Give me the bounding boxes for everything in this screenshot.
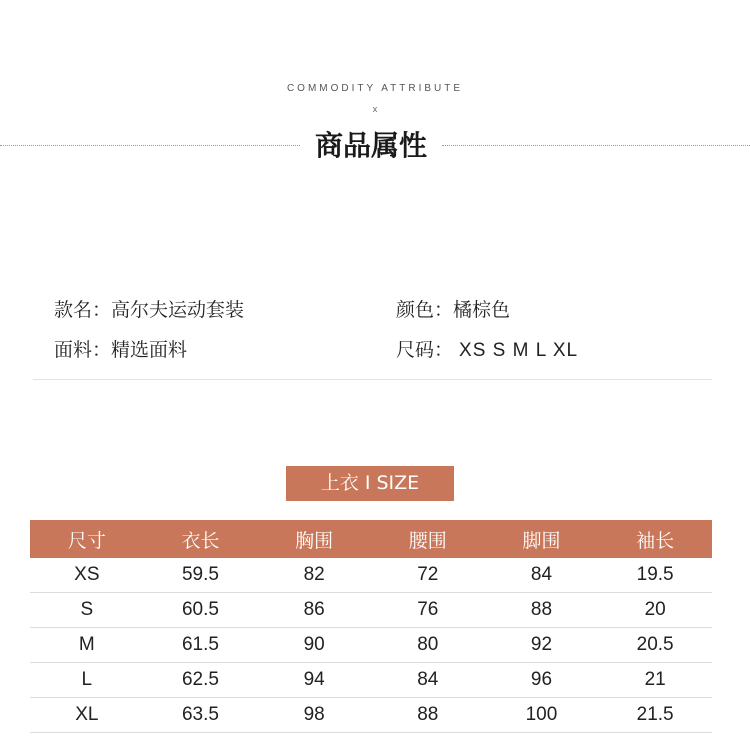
table-cell: 59.5: [144, 558, 258, 593]
table-cell: 20: [598, 593, 712, 628]
table-row: [30, 663, 712, 698]
table-cell: 88: [371, 698, 485, 733]
table-row: [30, 698, 712, 733]
table-row: [30, 628, 712, 663]
attribute-style-label: 款名：: [54, 299, 112, 321]
column-header-sleeve: 袖长: [598, 520, 712, 558]
table-cell: XL: [30, 698, 144, 733]
table-cell: L: [30, 663, 144, 698]
attribute-size-value: XS S M L XL: [459, 340, 579, 361]
column-header-waist: 腰围: [371, 520, 485, 558]
table-cell: 92: [485, 628, 599, 663]
table-cell: 60.5: [144, 593, 258, 628]
table-cell: 86: [257, 593, 371, 628]
table-cell: 63.5: [144, 698, 258, 733]
attribute-fabric: [54, 335, 187, 362]
table-cell: 88: [485, 593, 599, 628]
table-cell: 82: [257, 558, 371, 593]
table-cell: S: [30, 593, 144, 628]
page-title: 商品属性: [314, 129, 427, 162]
attribute-fabric-value: 精选面料: [111, 339, 188, 361]
section-x-mark: x: [372, 104, 378, 114]
table-cell: 21: [598, 663, 712, 698]
attribute-style-value: 高尔夫运动套装: [111, 299, 245, 321]
table-cell: M: [30, 628, 144, 663]
table-row: [30, 593, 712, 628]
table-cell: 100: [485, 698, 599, 733]
table-cell: 61.5: [144, 628, 258, 663]
table-cell: 90: [257, 628, 371, 663]
section-divider: [33, 379, 712, 380]
table-cell: 80: [371, 628, 485, 663]
table-cell: 72: [371, 558, 485, 593]
attribute-color-label: 颜色：: [396, 299, 454, 321]
table-cell: 96: [485, 663, 599, 698]
column-header-length: 衣长: [144, 520, 258, 558]
attribute-size: [396, 335, 578, 362]
column-header-chest: 胸围: [257, 520, 371, 558]
table-cell: 94: [257, 663, 371, 698]
attribute-fabric-label: 面料：: [54, 339, 112, 361]
table-cell: 20.5: [598, 628, 712, 663]
size-table: [30, 520, 712, 733]
table-cell: 19.5: [598, 558, 712, 593]
section-eyebrow: COMMODITY ATTRIBUTE: [286, 83, 464, 94]
size-table-header-row: [30, 520, 712, 558]
attribute-color-value: 橘棕色: [453, 299, 511, 321]
table-cell: 62.5: [144, 663, 258, 698]
table-cell: 98: [257, 698, 371, 733]
attribute-color: [396, 295, 510, 322]
title-rule-right: [442, 145, 750, 146]
table-cell: 21.5: [598, 698, 712, 733]
column-header-size: 尺寸: [30, 520, 144, 558]
size-table-tag: 上衣 I SIZE: [286, 466, 454, 501]
table-cell: 84: [485, 558, 599, 593]
table-row: [30, 558, 712, 593]
table-cell: XS: [30, 558, 144, 593]
attribute-size-label: 尺码：: [396, 339, 454, 361]
attribute-style: [54, 295, 244, 322]
table-cell: 76: [371, 593, 485, 628]
table-cell: 84: [371, 663, 485, 698]
title-rule-left: [0, 145, 300, 146]
column-header-hem: 脚围: [485, 520, 599, 558]
